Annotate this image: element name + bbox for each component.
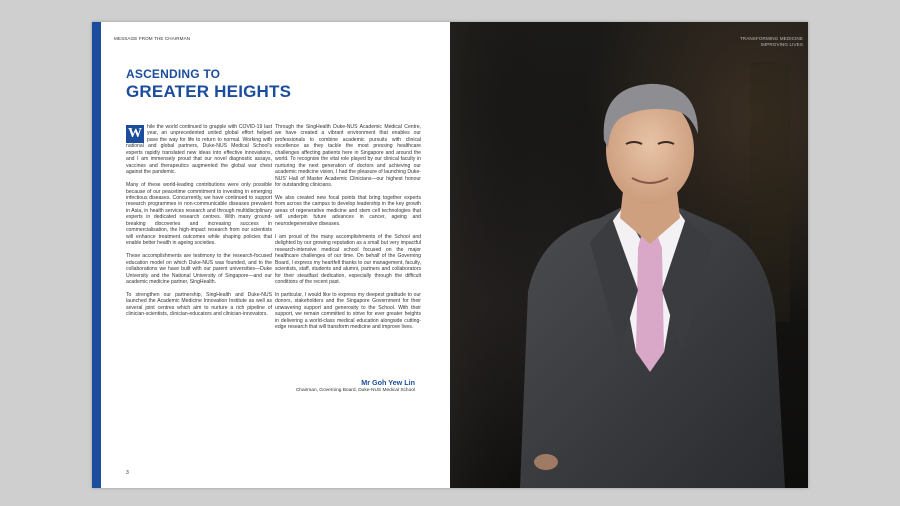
paragraph: I am proud of the many accomplishments of the School and delighted by our growing reputation as a small but very impactful research-intensive medical school focused on the major healthcare challenges of our time. On behalf of the Governing Board, I express my heartfelt thanks to our management, faculty, scientists, staff, students and alumni, partners and collaborators for their steadfast dedication, especially through the difficult conditions of the recent past. (275, 233, 421, 285)
signature-role: Chairman, Governing Board, Duke-NUS Medical School (295, 388, 415, 393)
drop-cap: W (128, 126, 142, 141)
text-column-2 (275, 124, 421, 337)
accent-bar (92, 22, 101, 488)
paragraph (126, 124, 272, 176)
section-kicker: MESSAGE FROM THE CHAIRMAN (114, 36, 191, 41)
left-page (92, 22, 450, 488)
paragraph: We also created new focal points that bring together experts from across the campus to develop leadership in the key growth areas of regenerative medicine and stem cell technologies that will underpin future advances in cancer, ageing and neurodegenerative diseases. (275, 195, 421, 227)
text-column-1 (126, 124, 272, 324)
paragraph: Through the SingHealth Duke-NUS Academic Medical Centre, we have created a vibrant environment that enables our professionals to combine academic pursuits with clinical excellence as they tackle the most pressing healthcare challenges affecting patients here in Singapore and around the world. To recognise the vital role played by our clinical faculty in nurturing the next generation of doctors and achieving our academic medicine vision, I had the pleasure of launching Duke-NUS' Hall of Master Academic Clinicians—our highest honour for outstanding clinicians. (275, 124, 421, 189)
paragraph: These accomplishments are testimony to the research-focused education model on which Duke-NUS was founded, and to the collaborations we have built with our parent universities—Duke University and the National University of Singapore—and our academic medicine partner, SingHealth. (126, 253, 272, 285)
paragraph-text: hile the world continued to grapple with COVID-19 last year, an unprecedented united global effort helped pave the way for life to return to normal. Working with national and global partners, Duke-NUS Medical School's experts rapidly translated new ideas into effective innovations, and I am immensely proud that our novel diagnostic assays, vaccines and therapeutics augmented the global war chest against the pandemic. (126, 124, 272, 176)
title-line-1: ASCENDING TO (126, 67, 221, 81)
page-title (126, 66, 291, 100)
brochure-spread (92, 22, 808, 488)
paragraph: Many of these world-leading contributions were only possible because of our peacetime commitment to investing in emerging infectious diseases. Concurrently, we have continued to support research programmes in non-communicable diseases prevalent in Asia, in health services research and through multidisciplinary experts in dedicated research centres. With many ground-breaking discoveries and increasing success in commercialisation, the high-impact research from our scientists will enhance treatment outcomes while shaping policies that enable better health in ageing societies. (126, 182, 272, 247)
right-page-photo (450, 22, 808, 488)
signature-name: Mr Goh Yew Lin (361, 378, 415, 387)
section-kicker-right: TRANSFORMING MEDICINE IMPROVING LIVES (739, 36, 803, 47)
chairman-portrait-photo (450, 22, 808, 488)
paragraph: In particular, I would like to express my deepest gratitude to our donors, stakeholders and the Singapore Government for their unwavering support and generosity to the School. With their support, we remain committed to strive for ever greater heights in delivering a world-class medical education alongside cutting-edge research that will transform medicine and improve lives. (275, 291, 421, 331)
paragraph: To strengthen our partnership, SingHealth and Duke-NUS launched the Academic Medicine Innovation Institute as well as several joint centres which aim to nurture a rich pipeline of clinician-scientists, clinician-educators and clinician-innovators. (126, 291, 272, 318)
page-number: 3 (126, 470, 129, 476)
title-line-2: GREATER HEIGHTS (126, 82, 292, 101)
